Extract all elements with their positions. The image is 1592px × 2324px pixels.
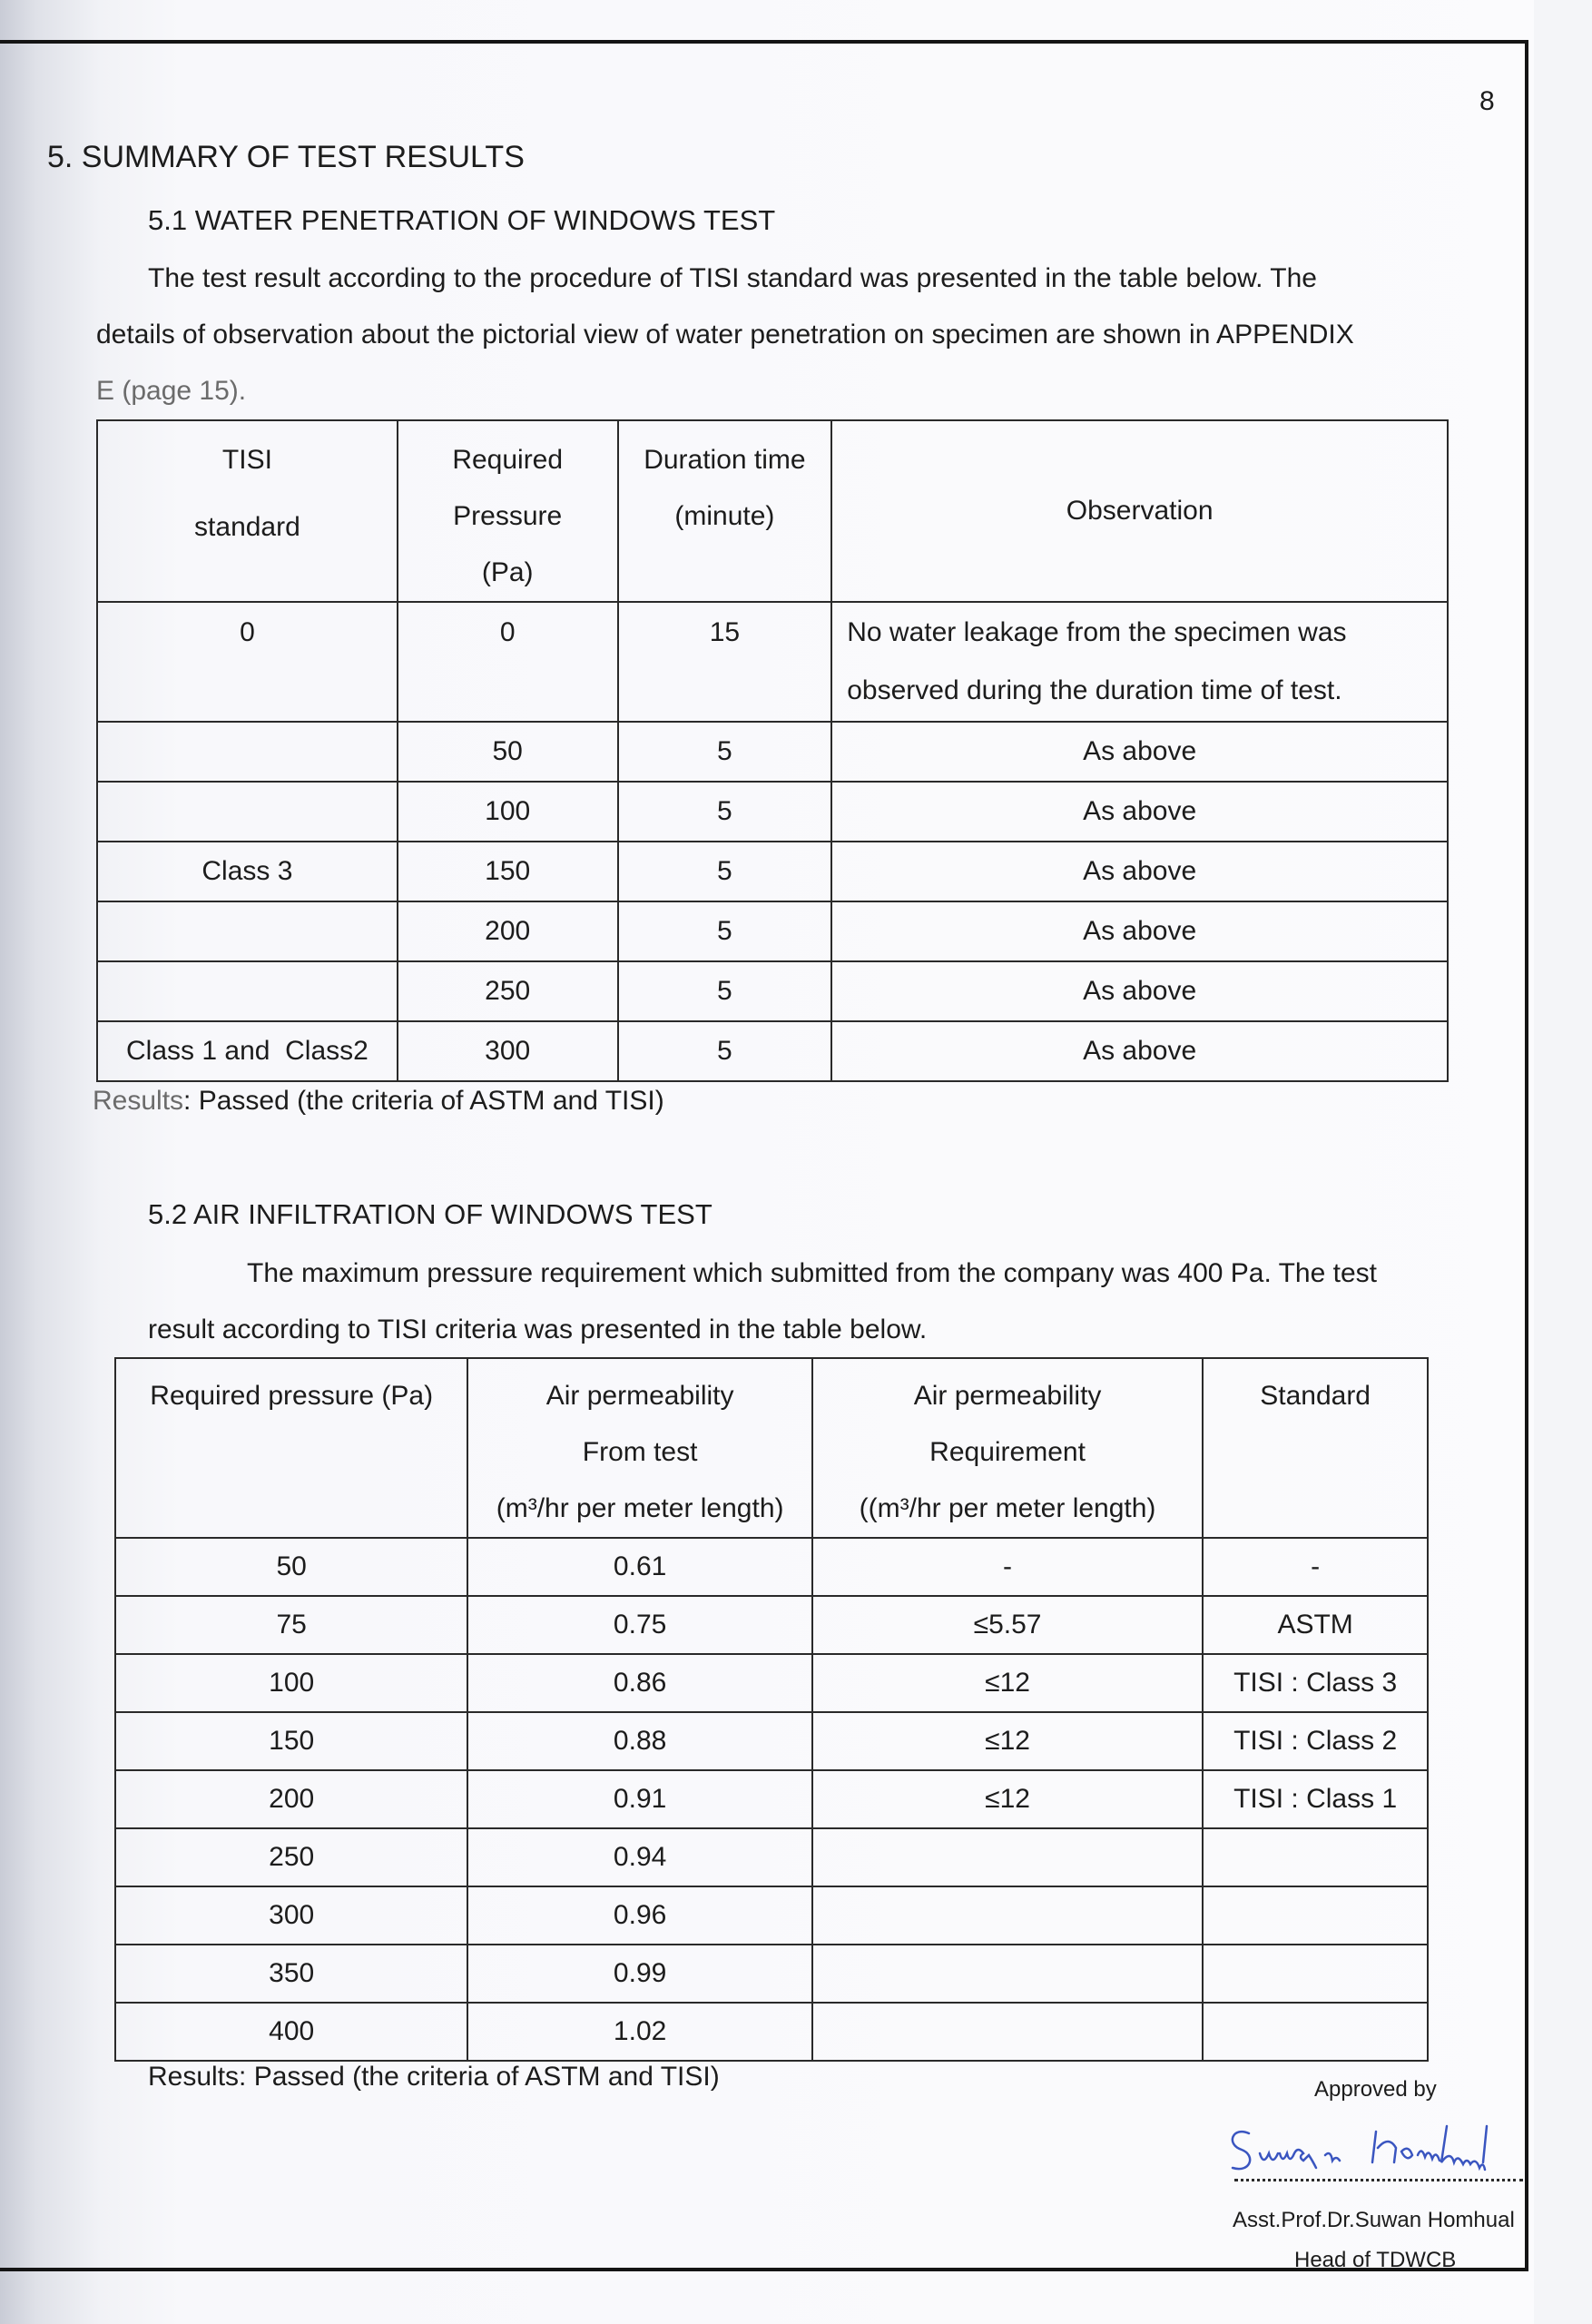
table-row: [115, 1596, 1428, 1654]
cell-standard: [97, 961, 398, 1021]
cell-observation: As above: [831, 901, 1448, 961]
table-row: [115, 1886, 1428, 1945]
table-row: [115, 1945, 1428, 2003]
cell-pressure: 150: [115, 1712, 467, 1770]
cell-from-test: 0.94: [467, 1828, 811, 1886]
cell-pressure: 100: [398, 782, 618, 842]
results-label: Results: [93, 1086, 184, 1116]
cell-duration: 5: [618, 782, 832, 842]
water-paragraph-line-3: E (page 15).: [96, 376, 247, 406]
table-header-row: [115, 1358, 1428, 1538]
cell-standard: [1203, 1945, 1428, 2003]
approver-name: Asst.Prof.Dr.Suwan Homhual: [1233, 2208, 1515, 2232]
cell-observation: As above: [831, 842, 1448, 901]
air-paragraph-line-1: The maximum pressure requirement which submitted from the company was 400 Pa. The test: [247, 1258, 1377, 1288]
table-row: [115, 1770, 1428, 1828]
cell-requirement: [812, 1886, 1203, 1945]
table-row: [97, 782, 1448, 842]
cell-requirement: [812, 1828, 1203, 1886]
cell-duration: 5: [618, 842, 832, 901]
cell-from-test: 0.61: [467, 1538, 811, 1596]
air-test-heading: 5.2 AIR INFILTRATION OF WINDOWS TEST: [148, 1198, 712, 1230]
table-row: [97, 842, 1448, 901]
cell-pressure: 150: [398, 842, 618, 901]
header-required-pressure: Required pressure (Pa): [115, 1358, 467, 1538]
cell-pressure: 50: [398, 722, 618, 782]
air-paragraph-line-2: result according to TISI criteria was presented in the table below.: [148, 1315, 928, 1344]
cell-standard: TISI : Class 3: [1203, 1654, 1428, 1712]
cell-pressure: 400: [115, 2003, 467, 2061]
cell-observation: As above: [831, 782, 1448, 842]
table-row: [97, 602, 1448, 722]
air-results: Results: Passed (the criteria of ASTM and TISI): [148, 2062, 720, 2092]
table-row: [115, 1538, 1428, 1596]
header-air-permeability-test: Air permeability From test (m³/hr per meter length): [467, 1358, 811, 1538]
cell-requirement: [812, 2003, 1203, 2061]
cell-requirement: ≤12: [812, 1712, 1203, 1770]
cell-standard: TISI : Class 2: [1203, 1712, 1428, 1770]
cell-pressure: 0: [398, 602, 618, 722]
cell-observation: No water leakage from the specimen was observed during the duration time of test.: [831, 602, 1448, 722]
air-infiltration-table: [114, 1357, 1429, 2062]
table-row: [115, 1712, 1428, 1770]
cell-pressure: 200: [115, 1770, 467, 1828]
cell-standard: TISI : Class 1: [1203, 1770, 1428, 1828]
cell-pressure: 350: [115, 1945, 467, 2003]
cell-requirement: [812, 1945, 1203, 2003]
cell-from-test: 0.96: [467, 1886, 811, 1945]
cell-pressure: 250: [115, 1828, 467, 1886]
table-row: [97, 1021, 1448, 1081]
cell-requirement: ≤5.57: [812, 1596, 1203, 1654]
cell-standard: Class 1 and Class2: [97, 1021, 398, 1081]
table-row: [97, 722, 1448, 782]
cell-observation: As above: [831, 961, 1448, 1021]
cell-from-test: 0.99: [467, 1945, 811, 2003]
water-test-heading: 5.1 WATER PENETRATION OF WINDOWS TEST: [148, 204, 776, 236]
table-row: [115, 1654, 1428, 1712]
header-required-pressure: Required Pressure (Pa): [398, 420, 618, 602]
scan-margin: [1534, 0, 1592, 2324]
cell-from-test: 0.86: [467, 1654, 811, 1712]
cell-observation: As above: [831, 722, 1448, 782]
cell-standard: Class 3: [97, 842, 398, 901]
cell-standard: [97, 782, 398, 842]
water-paragraph-line-2: details of observation about the pictorial view of water penetration on specimen are shown in APPENDIX: [96, 320, 1354, 350]
results-text: : Passed (the criteria of ASTM and TISI): [183, 1086, 664, 1116]
cell-standard: ASTM: [1203, 1596, 1428, 1654]
header-observation: Observation: [831, 420, 1448, 602]
signature-icon: [1223, 2121, 1523, 2184]
header-air-permeability-requirement: Air permeability Requirement ((m³/hr per meter length): [812, 1358, 1203, 1538]
cell-pressure: 75: [115, 1596, 467, 1654]
cell-pressure: 200: [398, 901, 618, 961]
cell-standard: [97, 722, 398, 782]
cell-standard: [1203, 1886, 1428, 1945]
page-number: 8: [1479, 86, 1495, 116]
cell-requirement: ≤12: [812, 1770, 1203, 1828]
water-results: [93, 1085, 664, 1118]
cell-pressure: 300: [398, 1021, 618, 1081]
cell-standard: [1203, 2003, 1428, 2061]
cell-pressure: 250: [398, 961, 618, 1021]
cell-duration: 15: [618, 602, 832, 722]
approved-by-label: Approved by: [1314, 2077, 1437, 2102]
section-title: 5. SUMMARY OF TEST RESULTS: [47, 140, 525, 174]
cell-requirement: ≤12: [812, 1654, 1203, 1712]
cell-from-test: 0.91: [467, 1770, 811, 1828]
header-standard: Standard: [1203, 1358, 1428, 1538]
page-frame-top: [0, 40, 1528, 44]
cell-observation: As above: [831, 1021, 1448, 1081]
cell-requirement: -: [812, 1538, 1203, 1596]
table-row: [115, 2003, 1428, 2061]
table-header-row: [97, 420, 1448, 602]
cell-duration: 5: [618, 722, 832, 782]
cell-pressure: 50: [115, 1538, 467, 1596]
table-row: [115, 1828, 1428, 1886]
water-penetration-table: [96, 419, 1449, 1082]
cell-from-test: 0.75: [467, 1596, 811, 1654]
page-frame-right: [1525, 40, 1528, 2271]
cell-duration: 5: [618, 1021, 832, 1081]
cell-pressure: 300: [115, 1886, 467, 1945]
cell-pressure: 100: [115, 1654, 467, 1712]
cell-from-test: 1.02: [467, 2003, 811, 2061]
header-tisi-standard: TISI standard: [97, 420, 398, 602]
cell-standard: [97, 901, 398, 961]
cell-standard: [1203, 1828, 1428, 1886]
water-paragraph-line-1: The test result according to the procedure of TISI standard was presented in the table below. The: [148, 263, 1317, 293]
cell-duration: 5: [618, 901, 832, 961]
signature-line: [1234, 2179, 1523, 2181]
table-row: [97, 901, 1448, 961]
table-row: [97, 961, 1448, 1021]
cell-duration: 5: [618, 961, 832, 1021]
cell-standard: 0: [97, 602, 398, 722]
approver-title: Head of TDWCB: [1294, 2248, 1457, 2272]
header-duration-time: Duration time (minute): [618, 420, 832, 602]
cell-from-test: 0.88: [467, 1712, 811, 1770]
cell-standard: -: [1203, 1538, 1428, 1596]
